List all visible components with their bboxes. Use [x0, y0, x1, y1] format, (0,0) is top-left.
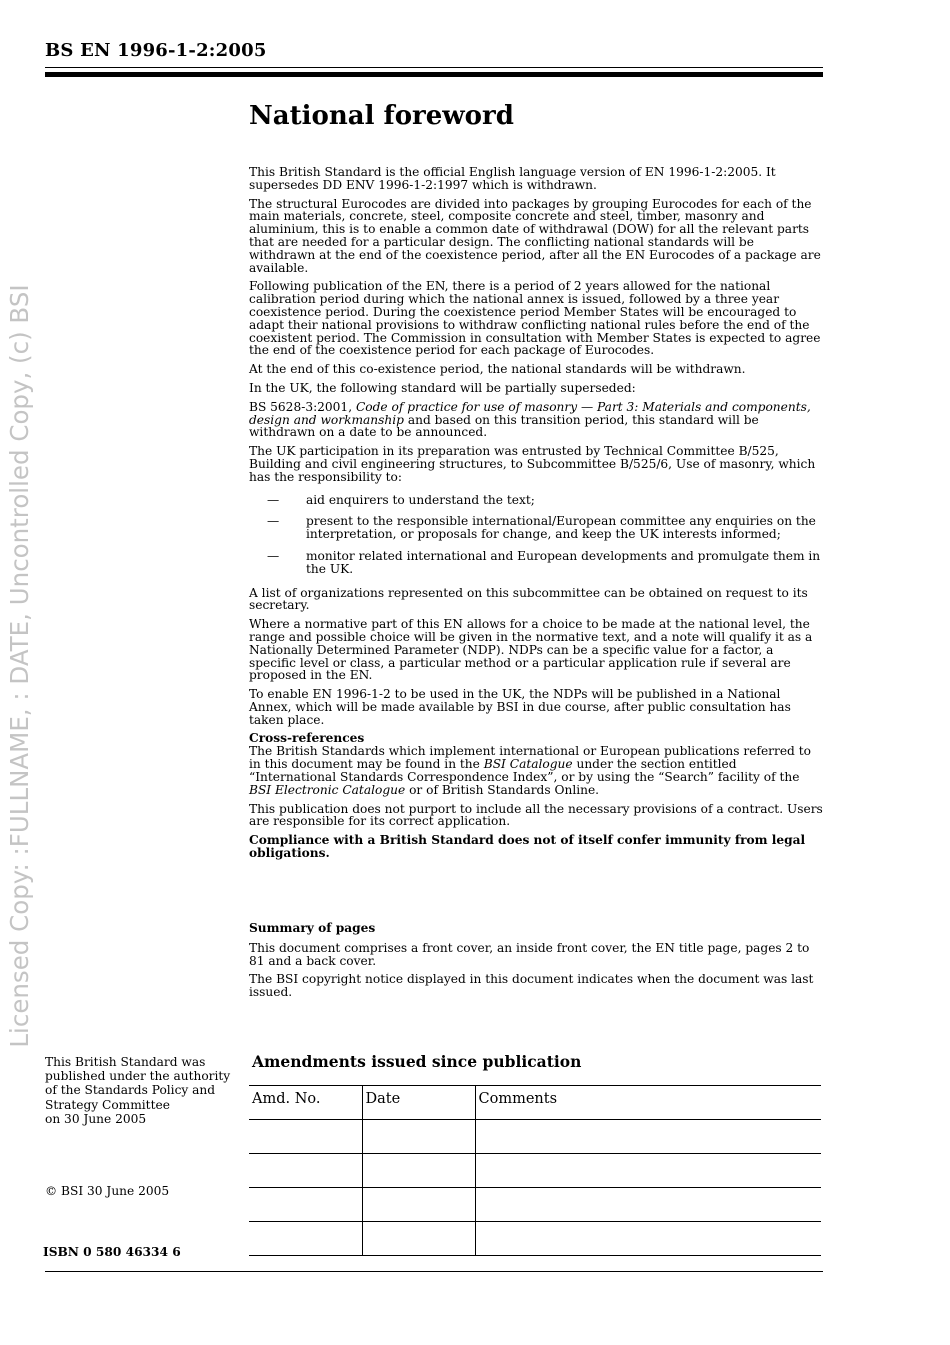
paragraph: Where a normative part of this EN allows for a choice to be made at the national level, the range and possible choice will be given in the normative text, and a note will qualify it as a Nationally Determined Parameter (NDP). NDPs can be a specific value for a factor, a specific level or class, a particular method or a particular application rule if several are proposed in the EN.: [249, 617, 813, 683]
table-cell: [475, 1222, 821, 1256]
paragraph: [249, 401, 824, 439]
list-item: — present to the responsible international/European committee any enquiries on the interpretation, or proposals for change, and keep the UK interests informed;: [249, 515, 824, 541]
table-cell: [249, 1222, 362, 1256]
list-item: — monitor related international and European developments and promulgate them in the UK.: [249, 550, 824, 576]
amendments-table: [249, 1085, 821, 1256]
header-rule-thin: [45, 67, 823, 68]
paragraph: At the end of this co-existence period, the national standards will be withdrawn.: [249, 362, 746, 377]
dash-bullet: —: [267, 514, 280, 529]
table-cell: [249, 1154, 362, 1188]
footer-rule: [45, 1271, 823, 1272]
paragraph: The British Standards which implement international or European publications referred to in this document may be found in the BSI Catalogue under the section entitled “International Standards Correspondence Index”, or by using the “Search” facility of the BSI Electronic Catalogue or of British Standards Online.: [249, 744, 811, 797]
license-watermark: Licensed Copy: :FULLNAME, : DATE, Uncontrolled Copy, (c) BSI: [5, 284, 34, 1048]
table-cell: [362, 1154, 475, 1188]
paragraph: A list of organizations represented on this subcommittee can be obtained on request to its secretary.: [249, 585, 808, 613]
table-cell: [249, 1188, 362, 1222]
paragraph: The structural Eurocodes are divided into packages by grouping Eurocodes for each of the main materials, concrete, steel, composite concrete and steel, timber, masonry and aluminium, this is to enable a common date of withdrawal (DOW) for all the relevant parts that are needed for a particular design. The conflicting national standards will be withdrawn at the end of the coexistence period, after all the EN Eurocodes of a package are available.: [249, 196, 821, 275]
table-cell: [475, 1154, 821, 1188]
compliance-notice: Compliance with a British Standard does not of itself confer immunity from legal obligations.: [249, 833, 806, 861]
list-item: — aid enquirers to understand the text;: [249, 494, 824, 507]
table-cell: [362, 1222, 475, 1256]
responsibility-list: [249, 494, 824, 576]
paragraph: This document comprises a front cover, an inside front cover, the EN title page, pages 2 to 81 and a back cover.: [249, 940, 810, 968]
table-header-row: [249, 1086, 821, 1120]
table-cell: [362, 1120, 475, 1154]
standard-ref: BS 5628-3:2001,: [249, 399, 356, 414]
electronic-catalogue-ref: BSI Electronic Catalogue: [249, 782, 406, 797]
table-row: [249, 1222, 821, 1256]
table-row: [249, 1188, 821, 1222]
document-id: BS EN 1996-1-2:2005: [45, 40, 267, 61]
paragraph-text: and based on this transition period, this standard will be withdrawn on a date to be announced.: [249, 412, 759, 440]
crossref-heading: Cross-references: [249, 731, 365, 746]
table-cell: [362, 1188, 475, 1222]
table-row: [249, 1120, 821, 1154]
paragraph: To enable EN 1996-1-2 to be used in the UK, the NDPs will be published in a National Annex, which will be made available by BSI in due course, after public consultation has taken place.: [249, 687, 791, 727]
paragraph: This British Standard is the official English language version of EN 1996-1-2:2005. It supersedes DD ENV 1996-1-2:1997 which is withdrawn.: [249, 165, 776, 192]
page-title: National foreword: [249, 101, 514, 131]
table-cell: [475, 1188, 821, 1222]
column-header: Date: [362, 1086, 475, 1120]
summary-heading: Summary of pages: [249, 920, 376, 935]
catalogue-ref: BSI Catalogue: [483, 757, 573, 772]
foreword-body: [249, 166, 824, 1005]
column-header: Comments: [475, 1086, 821, 1120]
paragraph: The BSI copyright notice displayed in this document indicates when the document was last issued.: [249, 972, 814, 1000]
paragraph: Following publication of the EN, there is a period of 2 years allowed for the national calibration period during which the national annex is issued, followed by a three year coexistence period. During the coexistence period Member States will be encouraged to adapt their national provisions to withdraw conflicting national rules before the end of the coexistent period. The Commission in consultation with Member States is expected to agree the end of the coexistence period for each package of Eurocodes.: [249, 279, 821, 358]
isbn: ISBN 0 580 46334 6: [43, 1245, 181, 1259]
paragraph: In the UK, the following standard will be partially superseded:: [249, 380, 636, 395]
authority-statement: This British Standard was published under the authority of the Standards Policy and Strategy Committee on 30 June 2005: [45, 1055, 231, 1126]
column-header: Amd. No.: [249, 1086, 362, 1120]
dash-bullet: —: [267, 548, 280, 563]
standard-title: Code of practice for use of masonry — Part 3: Materials and components, design and workmanship: [249, 399, 811, 427]
table-row: [249, 1154, 821, 1188]
table-cell: [475, 1120, 821, 1154]
amendments-title: Amendments issued since publication: [252, 1052, 582, 1071]
paragraph: This publication does not purport to include all the necessary provisions of a contract. Users are responsible for its correct application.: [249, 801, 823, 829]
header-rule-thick: [45, 72, 823, 77]
paragraph: The UK participation in its preparation was entrusted by Technical Committee B/525, Building and civil engineering structures, to Subcommittee B/525/6, Use of masonry, which has the responsibility to:: [249, 444, 816, 484]
table-cell: [249, 1120, 362, 1154]
copyright-notice: © BSI 30 June 2005: [45, 1184, 170, 1198]
dash-bullet: —: [267, 492, 280, 507]
